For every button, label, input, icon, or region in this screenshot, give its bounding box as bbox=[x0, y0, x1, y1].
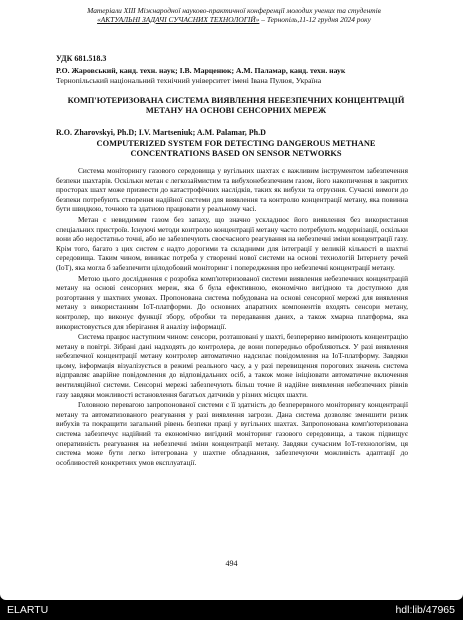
paragraph: Метою цього дослідження є розробка комп'ютеризованої системи виявлення небезпечних концентрацій метану на основі сенсорних мереж, яка б була ефективною, економічно вигідною та доступною для розгортання у шахтних умовах. Пропонована система побудована на основі сенсорної мережі для виявлення метану з використанням IoT-платформи. До основних апаратних компонентів входять сенсори метану, контролер, що виконує функції збору, обробки та передавання даних, а також хмарна платформа, яка використовується для зберігання й аналізу інформації. bbox=[56, 273, 408, 331]
authors-english: R.O. Zharovskyi, Ph.D; I.V. Martseniuk; A.M. Palamar, Ph.D bbox=[56, 128, 266, 137]
conference-title: «АКТУАЛЬНІ ЗАДАЧІ СУЧАСНИХ ТЕХНОЛОГІЙ» bbox=[97, 15, 260, 24]
paragraph: Система працює наступним чином: сенсори, розташовані у шахті, безперервно вимірюють концентрацію метану в повітрі. Зібрані дані надходять до контролера, де вони попередньо обробляються. У разі виявлення небезпечної концентрації метану контролер автоматично надсилає повідомлення на IoT-платформу. Завдяки цьому, інформація візуалізується в режимі реального часу, а у разі перевищення порогових значень система відправляє аварійне повідомлення до відповідальних осіб, а також може ініціювати автоматичне включення вентиляційної системи. Сенсорні мережі забезпечують більш точне й надійне виявлення небезпечних рівнів газу завдяки можливості встановлення багатьох датчиків у різних місцях шахти. bbox=[56, 332, 408, 399]
page-number: 494 bbox=[225, 559, 238, 568]
affiliation: Тернопільський національний технічний університет імені Івана Пулюя, Україна bbox=[56, 76, 322, 85]
paragraph: Система моніторингу газового середовища у вугільних шахтах є важливим інструментом забезпечення безпеки шахтарів. Оскільки метан є легкозаймистим та вибухонебезпечним газом, його накопичення в закритих просторах шахт може призвести до катастрофічних наслідків, таких як вибухи та отруєння. Сучасні вимоги до безпеки потребують створення надійної системи для виявлення та контролю концентрації метану, яка повинна бути швидкою, точною та здатною працювати у реальному часі. bbox=[56, 166, 408, 214]
conference-place-date: – Тернопіль,11-12 грудня 2024 року bbox=[259, 15, 371, 24]
udk-code: УДК 681.518.3 bbox=[56, 54, 107, 63]
repository-footer bbox=[0, 600, 463, 620]
paragraph: Метан є невидимим газом без запаху, що значно ускладнює його виявлення без використання спеціальних пристроїв. Існуючі методи контролю концентрації метану часто потребують модернізації, оскільки вони або недостатньо точні, або не забезпечують своєчасного реагування на небезпечні зміни концентрації газу. Крім того, багато з цих систем є надто дорогими та складними для інтеграції у великій кількості в шахтні середовища. Таким чином, виникає потреба у створенні нової системи на основі технологій Інтернету речей (IoT), яка могла б забезпечити цілодобовий моніторинг і попередження про небезпечні концентрації метану. bbox=[56, 214, 408, 272]
title-english: COMPUTERIZED SYSTEM FOR DETECTING DANGEROUS METHANE CONCENTRATIONS BASED ON SENSOR NETWORKS bbox=[96, 139, 376, 158]
handle-identifier[interactable]: hdl:lib/47965 bbox=[395, 604, 455, 616]
repository-name: ELARTU bbox=[7, 604, 49, 616]
conference-header-line2 bbox=[54, 15, 414, 24]
paragraph: Головною перевагою запропонованої системи є її здатність до безперервного моніторингу концентрації метану та автоматизованого реагування у разі виявлення загрози. Дана система дозволяє зменшити ризик вибухів та покращити загальний рівень безпеки праці у вугільних шахтах. Запропонована комп'ютеризована система забезпечує надійний та економічно вигідний моніторинг газового середовища, а також підвищує оперативність реагування на небезпечні зміни концентрації метану. Завдяки сучасним IoT-технологіям, ця система може бути легко інтегрована у шахтне обладнання, забезпечуючи можливість адаптації до особливостей конкретних умов експлуатації. bbox=[56, 400, 408, 467]
conference-header bbox=[54, 6, 414, 24]
title-ukrainian: КОМП'ЮТЕРИЗОВАНА СИСТЕМА ВИЯВЛЕННЯ НЕБЕЗПЕЧНИХ КОНЦЕНТРАЦІЙ МЕТАНУ НА ОСНОВІ СЕНСОРНИХ МЕРЕЖ bbox=[67, 96, 405, 115]
conference-header-line1: Матеріали XIII Міжнародної науково-практичної конференції молодих учених та студентів bbox=[87, 6, 381, 15]
article-body bbox=[56, 166, 408, 468]
authors-ukrainian: Р.О. Жаровський, канд. техн. наук; І.В. Марценюк; А.М. Паламар, канд. техн. наук bbox=[56, 66, 346, 75]
